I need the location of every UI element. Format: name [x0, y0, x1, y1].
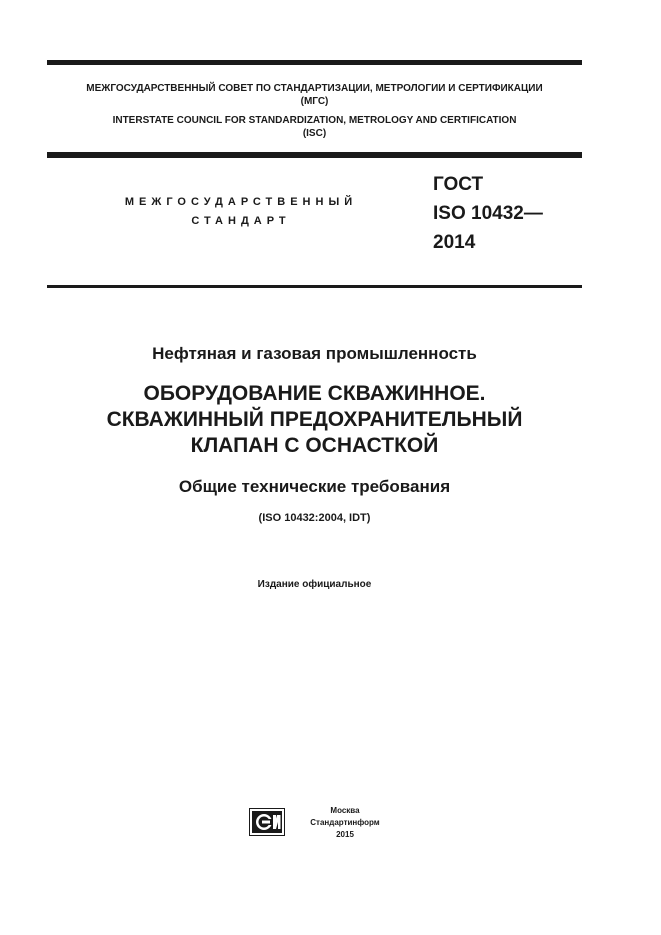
- publication-year: 2015: [336, 830, 354, 839]
- council-ru-abbr: (МГС): [300, 96, 329, 107]
- designation-line3: 2014: [433, 232, 476, 253]
- iso-reference: (ISO 10432:2004, IDT): [258, 512, 371, 524]
- council-name-ru: [47, 82, 582, 108]
- industry-title: Нефтяная и газовая промышленность: [152, 344, 477, 363]
- top-rule: [47, 60, 582, 65]
- council-en-line1: INTERSTATE COUNCIL FOR STANDARDIZATION, METROLOGY AND CERTIFICATION: [112, 115, 517, 126]
- standard-designation: [433, 170, 543, 257]
- interstate-standard-label: [110, 193, 372, 231]
- publisher-imprint: [300, 805, 390, 841]
- council-en-abbr: (ISC): [302, 128, 327, 139]
- document-subtitle: Общие технические требования: [178, 477, 451, 496]
- standartinform-logo-icon: [249, 808, 285, 836]
- designation-line2: ISO 10432—: [433, 203, 543, 224]
- designation-line1: ГОСТ: [433, 174, 484, 195]
- document-main-title: [47, 381, 582, 459]
- publisher-city: Москва: [330, 806, 360, 815]
- main-title-line2: СКВАЖИННЫЙ ПРЕДОХРАНИТЕЛЬНЫЙ: [106, 408, 523, 431]
- standard-label-line1: МЕЖГОСУДАРСТВЕННЫЙ: [124, 196, 358, 208]
- main-title-line1: ОБОРУДОВАНИЕ СКВАЖИННОЕ.: [143, 382, 486, 405]
- middle-rule: [47, 152, 582, 158]
- edition-note: Издание официальное: [257, 579, 372, 590]
- lower-rule: [47, 285, 582, 288]
- council-name-en: [47, 114, 582, 140]
- publisher-name: Стандартинформ: [310, 818, 380, 827]
- main-title-line3: КЛАПАН С ОСНАСТКОЙ: [190, 434, 439, 457]
- council-ru-line1: МЕЖГОСУДАРСТВЕННЫЙ СОВЕТ ПО СТАНДАРТИЗАЦИИ, МЕТРОЛОГИИ И СЕРТИФИКАЦИИ: [86, 83, 543, 94]
- standard-label-line2: СТАНДАРТ: [191, 215, 291, 227]
